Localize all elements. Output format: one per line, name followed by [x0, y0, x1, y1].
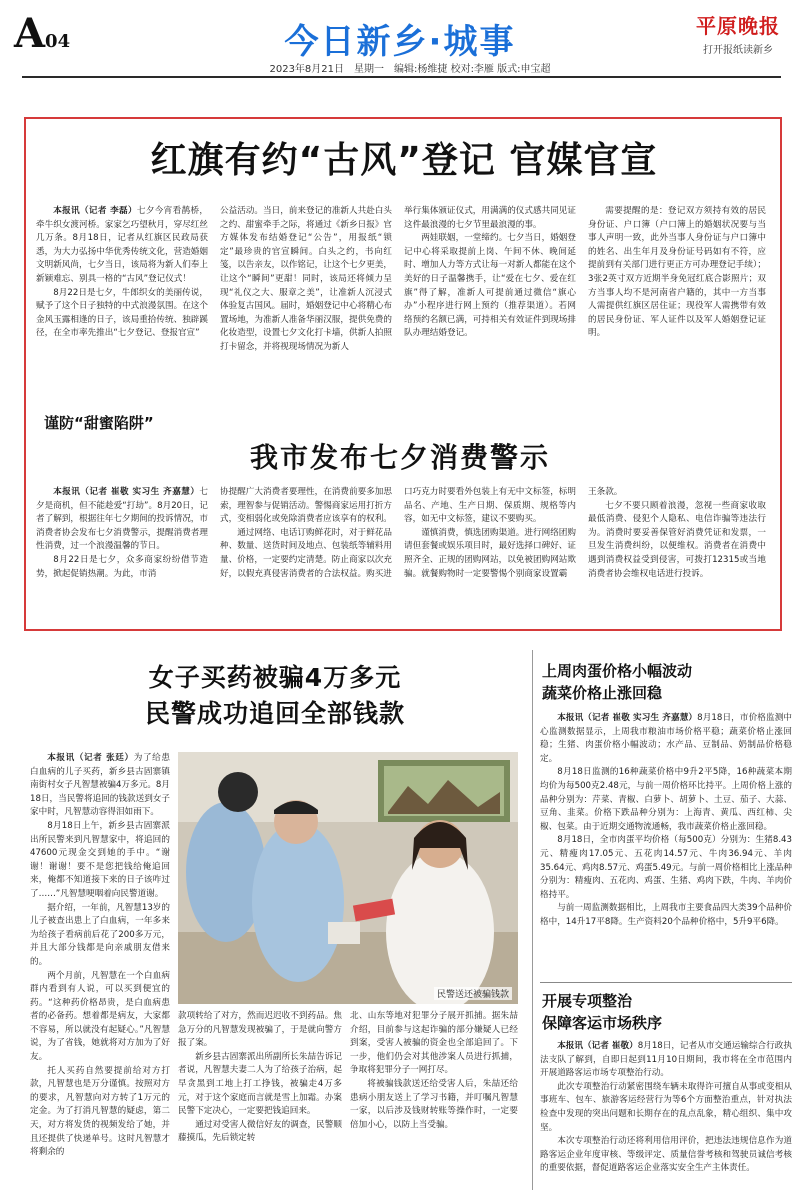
paragraph: 通过网络、电话订购鲜花时，对于鲜花品种、数量、送货时间及地点、包装纸等辅料用量、价格，一定要约定清楚。防止商家以次充好，以假充真侵害消费者的合法权益。购买进	[220, 527, 392, 579]
paragraph: 通过对受害人微信好友的调查，民警顺藤摸瓜，先后锁定转	[178, 1119, 342, 1144]
headline-line: 蔬菜价格止涨回稳	[542, 684, 663, 702]
page-letter: A	[14, 10, 46, 57]
paragraph: 将被骗钱款送还给受害人后，朱喆还给患病小朋友送上了学习书籍，并叮嘱凡智慧一家，以后涉及钱财转账等操作时，一定要倍加小心，以防上当受骗。	[350, 1078, 518, 1130]
paragraph: 北、山东等地对犯罪分子展开抓捕。据朱喆介绍，目前参与这起诈骗的部分嫌疑人已经到案，受害人被骗的资金也全部追回了。下一步，他们仍会对其他涉案人员进行抓捕，争取将犯罪分子一网打尽。	[350, 1011, 518, 1076]
column-divider	[532, 650, 533, 1190]
paragraph: 8月18日监测的16种蔬菜价格中9升2平5降，16种蔬菜本期均价为每500克2.48元，与前一周价格环比持平。上周价格上涨的品种分别为：芹菜、青椒、白萝卜、胡萝卜、土豆、茄子、大蒜、豆角、韭菜。价格下跌品种分别为：上海青、黄瓜、西红柿、尖椒、包菜。由于近期交通物流通畅，我市蔬菜价格止涨回稳。	[540, 767, 792, 832]
story2-column-2	[220, 486, 392, 622]
dateline: 2023年8月21日 星期一 编辑:杨维捷 校对:李雁 版式:申宝超	[269, 64, 551, 75]
story5-headline	[542, 990, 790, 1034]
story1-column-4	[588, 205, 766, 405]
byline: 本报讯（记者 崔敬 实习生 齐嘉慧）	[557, 713, 698, 723]
brand-name: 平原晚报	[696, 14, 780, 38]
paragraph: 8月18日上午，新乡县古固寨派出所民警来到凡智慧家中，将追回的47600元现金交到她的手中。“谢谢！谢谢！要不是您把钱给俺追回来，俺都不知道接下来的日子该咋过了……”凡智慧哽咽着向民警道谢。	[30, 820, 170, 899]
story1-column-2	[220, 205, 392, 405]
story1-column-1: 本报讯（记者 李磊）七夕今宵看鹊桥，牵牛织女渡河桥。家家乞巧望秋月，穿尽红丝几万条。8月18日，记者从红旗区民政局获悉，为大力弘扬中华优秀传统文化，营造婚姻文明新风尚，七夕当日，该局将为新人们奉上新颖难忘、别具一格的“古风”登记仪式！ 8月22日是七夕，牛郎织女的美丽传说，赋予了这个日子独特的中式浪漫氛围。在这个金风玉露相逢的日子，该局重拾传统、独辟蹊径，在全市率先推出“七夕登记、登报官宣”	[36, 205, 208, 405]
paragraph: 此次专项整治行动紧密围绕车辆未取得许可擅自从事或变相从事班车、包车、旅游客运经营行为等6个方面整治重点，针对执法检查中发现的突出问题和长期存在的乱点乱象，精心组织、集中攻坚。	[540, 1081, 792, 1133]
masthead-rule	[22, 76, 781, 78]
photo-illustration	[178, 752, 518, 1004]
headline-line: 保障客运市场秩序	[542, 1014, 663, 1032]
story2-headline: 我市发布七夕消费警示	[249, 441, 550, 474]
byline: 本报讯（记者 张廷）	[47, 753, 134, 763]
byline: 本报讯（记者 崔敬）	[557, 1041, 638, 1051]
story4-body: 本报讯（记者 崔敬 实习生 齐嘉慧）8月18日，市价格监测中心监测数据显示，上周我市粮油市场价格平稳；蔬菜价格止涨回稳；生猪、肉蛋价格小幅波动；水产品、豆制品、奶制品价格稳定。 8月18日监测的16种蔬菜价格中9升2平5降，16种蔬菜本期均价为每500克2.48元，与前一周价格环比持平。上周价格上涨的品种分别为：芹菜、青椒、白萝卜、胡萝卜、土豆、茄子、大蒜、豆角、韭菜。价格下跌品种分别为：上海青、黄瓜、西红柿、尖椒、包菜。由于近期交通物流通畅，我市蔬菜价格止涨回稳。 8月18日，全市肉蛋平均价格（每500克）分别为：生猪8.43元、精瘦肉17.05元、五花肉14.57元、牛肉36.94元、羊肉35.64元、鸡肉8.57元、鸡蛋5.49元。与前一周价格相比上涨品种分别为：精瘦肉、五花肉、鸡蛋、生猪、鸡肉下跌，牛肉、羊肉价格持平。 与前一周监测数据相比，上周我市主要食品四大类39个品种价格中，14升17平8降。生产资料20个品种价格中，5升9平6降。	[540, 712, 792, 982]
page-number	[14, 10, 70, 58]
paragraph: 8月18日，全市肉蛋平均价格（每500克）分别为：生猪8.43元、精瘦肉17.05元、五花肉14.57元、牛肉36.94元、羊肉35.64元、鸡肉8.57元、鸡蛋5.49元。与前一周价格相比上涨品种分别为：精瘦肉、五花肉、鸡蛋、生猪、鸡肉下跌，牛肉、羊肉价格持平。	[540, 835, 792, 900]
headline-line: 开展专项整治	[542, 992, 633, 1010]
paragraph: 托人买药自然要提前给对方打款，凡智慧也是万分谨慎。按照对方的要求，凡智慧向对方转了1万元的定金。为了打消凡智慧的疑虑，第二天，对方将发货的视频发给了她，并且还提供了快递单号。这时凡智慧才将剩余的	[30, 1065, 170, 1158]
story3-column-1: 本报讯（记者 张廷）为了给患白血病的儿子买药，新乡县古固寨镇南街村女子凡智慧被骗4万多元。8月18日，当民警将追回的钱款送到女子家中时，凡智慧动容得泪如雨下。 8月18日上午，新乡县古固寨派出所民警来到凡智慧家中，将追回的47600元现金交到她的手中。“谢谢！谢谢！要不是您把钱给俺追回来，俺都不知道接下来的日子该咋过了……”凡智慧哽咽着向民警道谢。 据介绍，一年前，凡智慧13岁的儿子被查出患上了白血病，一年多来为给孩子看病前后花了200多万元，并且大部分钱都是向亲戚朋友借来的。 两个月前，凡智慧在一个白血病群内看到有人说，可以买到便宜的药。“这种药价格昂贵，是白血病患者的必备药。想着都是病友，大家都不容易，所以就没有起疑心。”凡智慧说，为了省钱，她就将对方加为了好友。 托人买药自然要提前给对方打款，凡智慧也是万分谨慎。按照对方的要求，凡智慧向对方转了1万元的定金。为了打消凡智慧的疑虑，第二天，对方将发货的视频发给了她，并且还提供了快递单号。这时凡智慧才将剩余的	[30, 752, 170, 1192]
headline-line: 上周肉蛋价格小幅波动	[542, 662, 693, 680]
brand-logo	[688, 10, 788, 56]
story3-headline	[30, 660, 520, 732]
paragraph: 七夕不要只顾着浪漫，忽视一些商家收取最低消费、侵犯个人隐私、电信诈骗等违法行为。消费时要妥善保管好消费凭证和发票，一旦发生消费纠纷，以便维权。消费者在消费中遇到消费权益受到侵害，可拨打12315或当地消费者协会维权电话进行投诉。	[588, 500, 766, 579]
paragraph: 本次专项整治行动还将利用信用评价，把违法违规信息作为道路客运企业年度审核、等级评定、质量信誉考核和驾驶员诚信考核的重要依据，督促道路客运企业落实安全生产主体责任。	[540, 1136, 792, 1174]
paragraph: 8月22日是七夕，众多商家纷纷借节造势，掀起促销热潮。为此，市消	[36, 554, 208, 579]
paragraph: 新乡县古固寨派出所副所长朱喆告诉记者说，凡智慧夫妻二人为了给孩子治病，起早贪黑到工地上打工挣钱，被骗走4万多元，对于这个家庭而言就是雪上加霜。办案民警下定决心，一定要把钱追回来。	[178, 1051, 342, 1117]
story3-column-3	[350, 1010, 518, 1192]
page-digits: 04	[45, 31, 71, 52]
paragraph: 与前一周监测数据相比，上周我市主要食品四大类39个品种价格中，14升17平8降。生产资料20个品种价格中，5升9平6降。	[540, 903, 792, 927]
news-photo	[178, 752, 518, 1004]
paragraph: 据介绍，一年前，凡智慧13岁的儿子被查出患上了白血病，一年多来为给孩子看病前后花了200多万元，并且大部分钱都是向亲戚朋友借来的。	[30, 902, 170, 967]
headline-line: 女子买药被骗4万多元	[148, 663, 402, 692]
story2-column-4	[588, 486, 766, 622]
paragraph: 两娃联姻，一堂缔约。七夕当日，婚姻登记中心将采取提前上岗、午间不休、晚间延时、增加人力等方式让每一对新人都能在这个美好的日子温馨携手，让“爱在七夕、爱在红旗”得了解，准新人可提前通过微信“旗心办”小程序进行网上预约（推荐渠道）。若网络预约名额已满，可持相关有效证件到现场排队办理结婚登记。	[404, 233, 576, 339]
story4-headline	[542, 660, 790, 704]
brand-slogan: 打开报纸读新乡	[703, 45, 773, 56]
paragraph: 款项转给了对方，然而迟迟收不到药品。焦急万分的凡智慧发现被骗了，于是就向警方报了案。	[178, 1011, 342, 1049]
paragraph: 公益活动。当日，前来登记的准新人共赴白头之约、甜蜜牵手之际，将通过《新乡日报》官方媒体发布结婚登记“公告”，用报纸“锁定”最珍贵的官宣瞬间。白头之约，书向红笺，以告亲友，以作铭记，让这个七夕更美，让这个“瞬间”更甜！同时，该局还将倾力呈现“礼仪之大、服章之美”，让准新人沉浸式体验复古国风。届时，婚姻登记中心将精心布置场地，为准新人准备华丽汉服，提供免费的化妆造型，设置七夕文化打卡墙，供新人拍照打卡留念，并将视现场情况为新人	[220, 206, 392, 352]
story5-body: 本报讯（记者 崔敬）8月18日，记者从市交通运输综合行政执法支队了解到，自即日起到11月10日期间，我市将在全市范围内开展道路客运市场专项整治行动。 此次专项整治行动紧密围绕车辆未取得许可擅自从事或变相从事班车、包车、旅游客运经营行为等6个方面整治重点，针对执法检查中发现的突出问题和长期存在的乱点乱象，精心组织、集中攻坚。 本次专项整治行动还将利用信用评价，把违法违规信息作为道路客运企业年度审核、等级评定、质量信誉考核和驾驶员诚信考核的重要依据，督促道路客运企业落实安全生产主体责任。	[540, 1040, 792, 1192]
paragraph: 王条款。	[588, 487, 623, 497]
paragraph: 协提醒广大消费者要理性，在消费前要多加思索，理智参与促销活动。警惕商家运用打折方式，变相弱化或免除消费者应该享有的权利。	[220, 487, 392, 525]
byline: 本报讯（记者 崔敬 实习生 齐嘉慧）	[53, 487, 200, 497]
paragraph: 8月22日是七夕，牛郎织女的美丽传说，赋予了这个日子独特的中式浪漫氛围。在这个金风玉露相逢的日子，该局重拾传统、独辟蹊径，在全市率先推出“七夕登记、登报官宣”	[36, 287, 208, 339]
photo-caption: 民警送还被骗钱款	[434, 987, 512, 1000]
story2-column-1: 本报讯（记者 崔敬 实习生 齐嘉慧）七夕是商机，但不能趁爱“打劫”。8月20日，记者了解到，根据往年七夕期间的投诉情况，市消费者协会发布七夕消费警示，提醒消费者理性消费，过一个浪漫温馨的节日。 8月22日是七夕，众多商家纷纷借节造势，掀起促销热潮。为此，市消	[36, 486, 208, 622]
story3-column-2	[178, 1010, 342, 1192]
story1-column-3	[404, 205, 576, 405]
paragraph: 口巧克力时要看外包装上有无中文标签，标明品名、产地、生产日期、保质期、规格等内容，如无中文标签，建议不要购买。	[404, 487, 576, 525]
paragraph: 两个月前，凡智慧在一个白血病群内看到有人说，可以买到便宜的药。“这种药价格昂贵，是白血病患者的必备药。想着都是病友，大家都不容易，所以就没有起疑心。”凡智慧说，为了省钱，她就将对方加为了好友。	[30, 970, 170, 1063]
paragraph: 谨慎消费，慎选团购渠道。进行网络团购请但套餐或娱乐项目时，最好选择口碑好、证照齐全、正规的团购网站，以免被团购网站欺骗。就餐购物时一定要警惕个别商家设置霸	[404, 527, 576, 579]
headline-line: 民警成功追回全部钱款	[144, 699, 405, 728]
story2-column-3	[404, 486, 576, 622]
paragraph: 举行集体颁证仪式，用满满的仪式感共同见证这件最浪漫的七夕节里最浪漫的事。	[404, 206, 576, 230]
story-separator	[540, 982, 792, 983]
byline: 本报讯（记者 李磊）	[53, 206, 137, 216]
section-title: 今日新乡·城事	[284, 22, 516, 62]
paragraph: 需要提醒的是：登记双方须持有效的居民身份证、户口簿（户口簿上的婚姻状况要与当事人声明一致，此外当事人身份证与户口簿中的姓名、出生年月及身份证号码如有不符，应提前到有关部门进行更正方可办理登记手续）；3张2英寸双方近期半身免冠红底合影照片；双方当事人均不是河南省户籍的，其中一方当事人需提供红旗区居住证；现役军人需携带有效的居民身份证、军人证件以及军人婚姻登记证明。	[588, 206, 766, 339]
story2-kicker: 谨防“甜蜜陷阱”	[44, 414, 154, 432]
story1-headline: 红旗有约“古风”登记 官媒官宣	[150, 140, 658, 181]
